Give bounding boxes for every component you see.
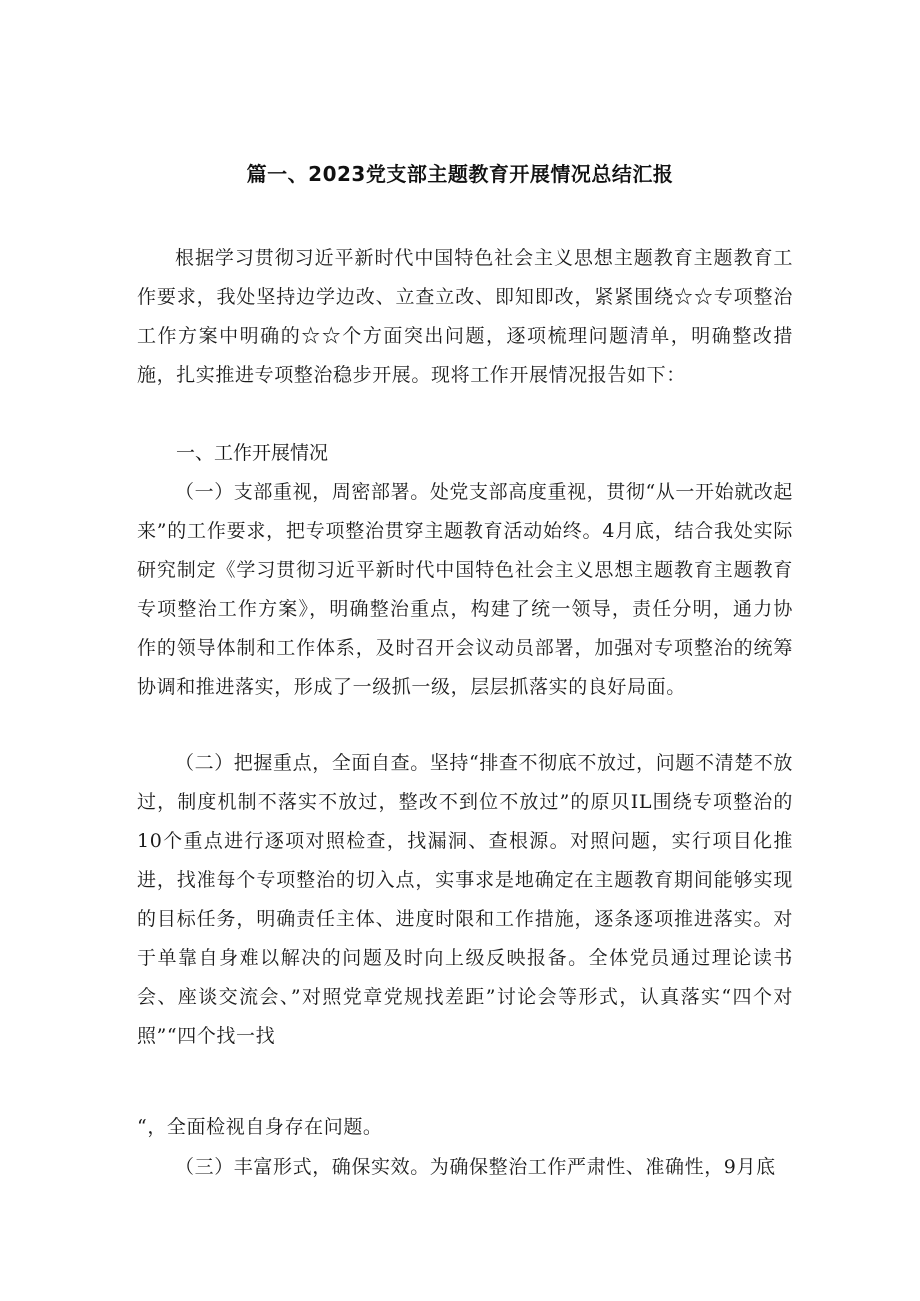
section-heading: 一、工作开展情况: [176, 442, 329, 464]
paragraph-2: （二）把握重点，全面自查。坚持“排查不彻底不放过，问题不清楚不放过，制度机制不落实不放过，整改不到位不放过”的原贝IL围绕专项整治的10个重点进行逐项对照检查，找漏洞、查根源。对照问题，实行项目化推进，找准每个专项整治的切入点，实事求是地确定在主题教育期间能够实现的目标任务，明确责任主体、进度时限和工作措施，逐条逐项推进落实。对于单靠自身难以解决的问题及时向上级反映报备。全体党员通过理论读书会、座谈交流会、”对照党章党规找差距”讨论会等形式，认真落实“四个对照”“四个找一找: [137, 752, 793, 1047]
paragraph-1: （一）支部重视，周密部署。处党支部高度重视，贯彻“从一开始就改起来”的工作要求，把专项整治贯穿主题教育活动始终。4月底，结合我处实际研究制定《学习贯彻习近平新时代中国特色社会主义思想主题教育主题教育专项整治工作方案》，明确整治重点，构建了统一领导，责任分明，通力协作的领导体制和工作体系，及时召开会议动员部署，加强对专项整治的统筹协调和推进落实，形成了一级抓一级，层层抓落实的良好局面。: [137, 481, 793, 698]
paragraph-3: （三）丰富形式，确保实效。为确保整治工作严肃性、准确性，9月底: [175, 1156, 776, 1178]
intro-paragraph: 根据学习贯彻习近平新时代中国特色社会主义思想主题教育主题教育工作要求，我处坚持边学边改、立查立改、即知即改，紧紧围绕☆☆专项整治工作方案中明确的☆☆个方面突出问题，逐项梳理问题清单，明确整改措施，扎实推进专项整治稳步开展。现将工作开展情况报告如下：: [137, 247, 793, 386]
paragraph-2-continued: “，全面检视自身存在问题。: [137, 1116, 383, 1138]
document-title: 篇一、2023党支部主题教育开展情况总结汇报: [246, 162, 674, 186]
